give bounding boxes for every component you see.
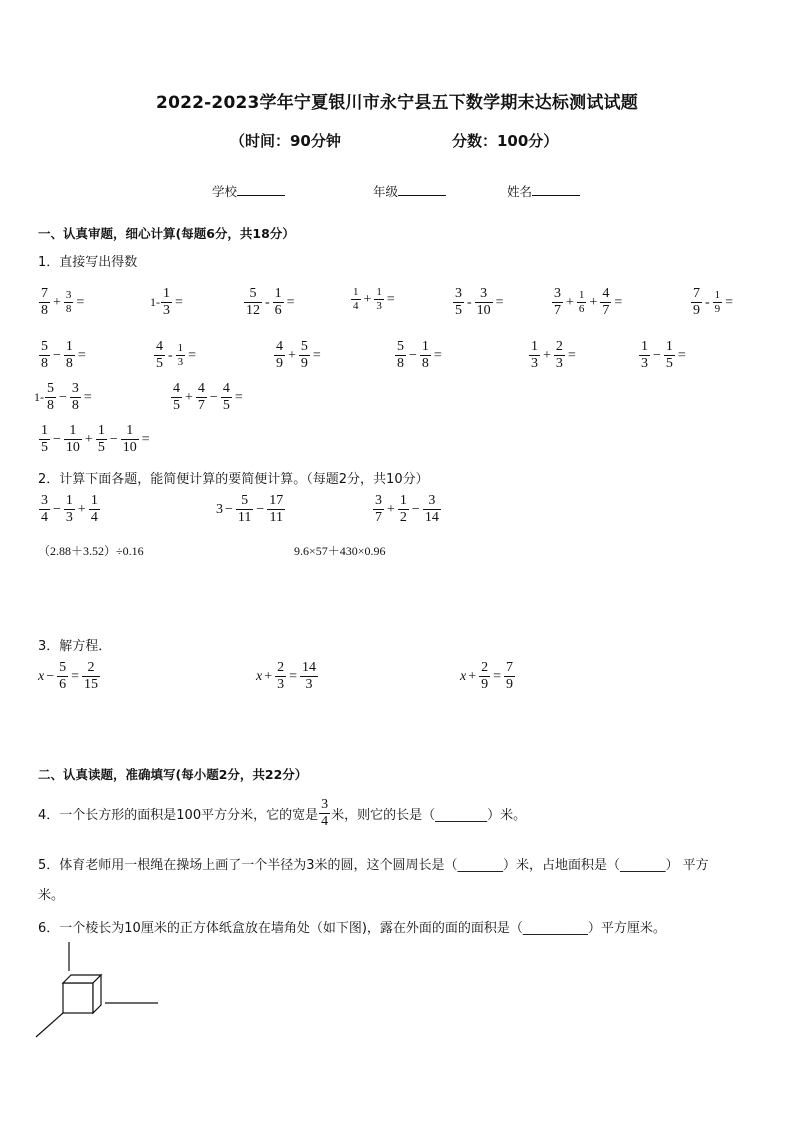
question-3: 3．解方程．	[38, 639, 112, 654]
cube-front-face	[63, 983, 93, 1013]
exam-time: （时间：90分钟	[230, 132, 341, 150]
grade-field[interactable]	[373, 182, 446, 200]
school-label: 学校	[212, 184, 238, 199]
calc-1-5: $\frac{3}{5}$ - $\frac{3}{10}$ =	[455, 286, 504, 318]
name-field[interactable]	[507, 182, 580, 200]
question-5-continued: 米。	[38, 888, 65, 903]
calc-2-2: 3 − $\frac{5}{11}$ − $\frac{17}{11}$	[216, 493, 284, 525]
calc-1-13: $\frac{1}{3}$ − $\frac{1}{5}$ =	[641, 339, 686, 371]
question-6: 6．一个棱长为10厘米的正方体纸盒放在墙角处（如下图)，露在外面的面的面积是（__________）平方厘米。	[38, 921, 666, 936]
calc-1-12: $\frac{1}{3}$ + $\frac{2}{3}$ =	[531, 339, 576, 371]
calc-2-5: 9.6×57＋430×0.96	[294, 544, 386, 558]
calc-1-16: $\frac{1}{5}$ − $\frac{1}{10}$ + $\frac{1}{5}$ − $\frac{1}{10}$ =	[41, 423, 150, 455]
equation-1: x − $\frac{5}{6}$ = $\frac{2}{15}$	[38, 660, 99, 692]
question-4: 4．一个长方形的面积是100平方分米，它的宽是 $\frac{3}{4}$ 米，则它的长是（________）米。	[38, 797, 527, 829]
calc-1-8: $\frac{5}{8}$ − $\frac{1}{8}$ =	[41, 339, 86, 371]
name-label: 姓名	[507, 184, 533, 199]
school-field[interactable]	[212, 182, 285, 200]
calc-1-9: $\frac{4}{5}$ - $\frac{1}{3}$ =	[156, 339, 197, 371]
question-4-text-a: 4．一个长方形的面积是100平方分米，它的宽是	[38, 808, 319, 823]
calc-2-1: $\frac{3}{4}$ − $\frac{1}{3}$ + $\frac{1}{4}$	[41, 493, 98, 525]
question-5: 5．体育老师用一根绳在操场上画了一个半径为3米的圆，这个圆周长是（_______）米，占地面积是（_______） 平方	[38, 858, 709, 873]
exam-score: 分数：100分）	[452, 132, 559, 150]
calc-1-6: $\frac{3}{7}$ + $\frac{1}{6}$ + $\frac{4}{7}$ =	[554, 286, 623, 318]
calc-2-3: $\frac{3}{7}$ + $\frac{1}{2}$ − $\frac{3}{14}$	[375, 493, 439, 525]
calc-1-4: $\frac{1}{4}$ + $\frac{1}{3}$ =	[353, 286, 395, 312]
calc-1-1: $\frac{7}{8}$ + $\frac{3}{8}$ =	[41, 286, 85, 318]
grade-label: 年级	[373, 184, 399, 199]
question-1: 1．直接写出得数	[38, 255, 138, 270]
calc-1-14: 1 - $\frac{5}{8}$ − $\frac{3}{8}$ =	[34, 381, 92, 413]
equation-2: x + $\frac{2}{3}$ = $\frac{14}{3}$	[256, 660, 317, 692]
question-2: 2．计算下面各题，能简便计算的要简便计算。（每题2分，共10分）	[38, 472, 429, 487]
question-4-text-b: 米，则它的长是（________）米。	[331, 808, 527, 823]
calc-1-11: $\frac{5}{8}$ − $\frac{1}{8}$ =	[397, 339, 442, 371]
calc-1-10: $\frac{4}{9}$ + $\frac{5}{9}$ =	[276, 339, 321, 371]
calc-2-4: （2.88＋3.52）÷0.16	[38, 544, 144, 558]
calc-1-15: $\frac{4}{5}$ + $\frac{4}{7}$ − $\frac{4}{5}$ =	[173, 381, 243, 413]
floor-edge-diagonal	[36, 1013, 63, 1037]
section2-heading: 二、认真读题，准确填写(每小题2分，共22分）	[38, 767, 308, 782]
page-title: 2022-2023学年宁夏银川市永宁县五下数学期末达标测试试题	[156, 93, 638, 113]
calc-1-7: $\frac{7}{9}$ - $\frac{1}{9}$ =	[693, 286, 734, 318]
calc-1-3: $\frac{5}{12}$ - $\frac{1}{6}$ =	[246, 286, 295, 318]
equation-3: x + $\frac{2}{9}$ = $\frac{7}{9}$	[460, 660, 514, 692]
cube-in-corner-figure	[34, 942, 164, 1042]
calc-1-2: 1 - $\frac{1}{3}$ =	[150, 286, 183, 318]
section1-heading: 一、认真审题，细心计算(每题6分，共18分）	[38, 226, 295, 241]
